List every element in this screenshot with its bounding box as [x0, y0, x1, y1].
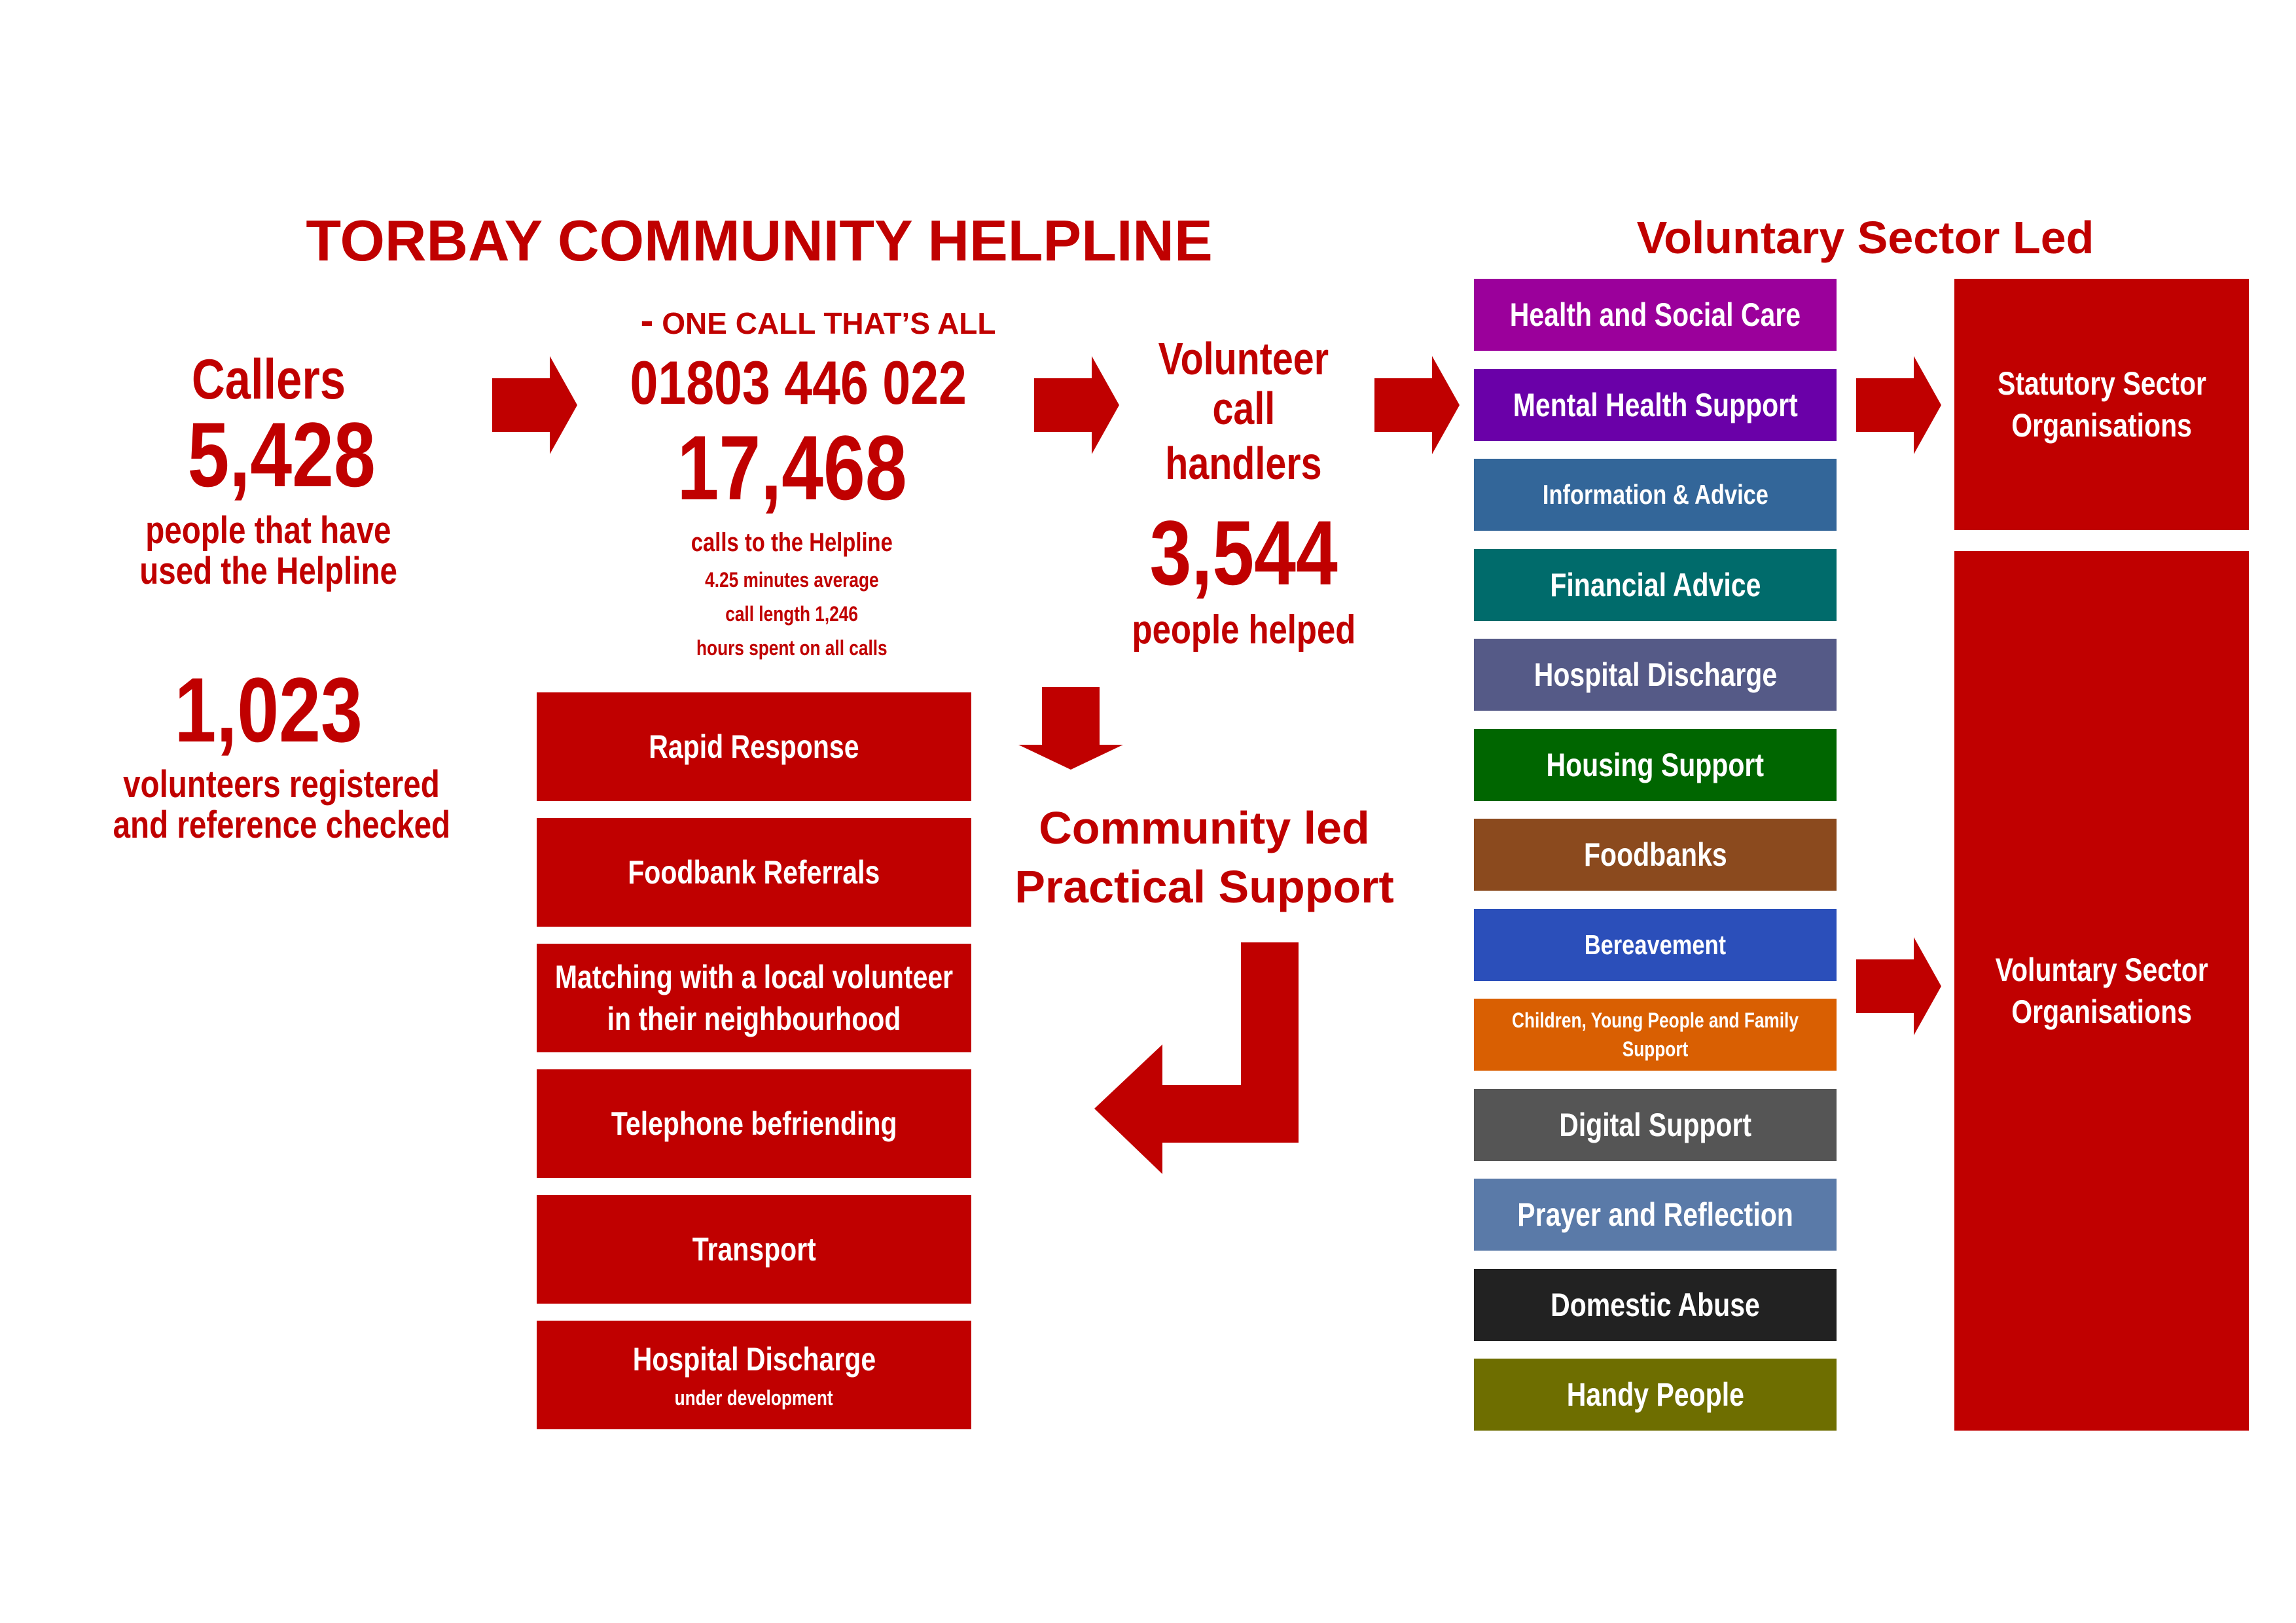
practical-item-transport: Transport — [537, 1195, 971, 1304]
service-domestic-abuse: Domestic Abuse — [1474, 1269, 1837, 1341]
arrow-to-voluntary — [1856, 937, 1941, 1035]
callers-description: people that have used the Helpline — [139, 509, 397, 592]
practical-item-hospital-discharge: Hospital Discharge under development — [537, 1321, 971, 1429]
service-mental-health-support: Mental Health Support — [1474, 369, 1837, 441]
callers-count: 5,428 — [187, 403, 376, 506]
handlers-description: people helped — [1132, 607, 1355, 652]
tagline — [615, 298, 1021, 342]
service-children-young-people-and-family-support: Children, Young People and Family Support — [1474, 999, 1837, 1071]
voluntary-heading: Voluntary Sector Led — [1636, 212, 2094, 263]
practical-item-matching-volunteer: Matching with a local volunteer in their neighbourhood — [537, 944, 971, 1052]
phone-number: 01803 446 022 — [630, 348, 967, 417]
handlers-label: Volunteer call handlers — [1158, 333, 1329, 489]
callers-label: Callers — [191, 348, 346, 411]
service-financial-advice: Financial Advice — [1474, 549, 1837, 621]
practical-item-telephone-befriending: Telephone befriending — [537, 1069, 971, 1178]
volunteers-count: 1,023 — [174, 658, 363, 761]
practical-item-foodbank-referrals: Foodbank Referrals — [537, 818, 971, 927]
arrow-handlers-to-services — [1374, 356, 1460, 454]
tagline-text: ONE CALL THAT’S ALL — [662, 306, 996, 340]
arrow-callers-to-phone — [492, 356, 577, 454]
tagline-dash: - — [640, 298, 654, 342]
arrow-bend-to-practical — [1094, 942, 1299, 1174]
arrow-down-to-community — [1018, 687, 1123, 770]
calls-line-1: calls to the Helpline — [691, 528, 893, 557]
arrow-to-statutory — [1856, 356, 1941, 454]
service-foodbanks: Foodbanks — [1474, 819, 1837, 891]
calls-count: 17,468 — [677, 416, 907, 519]
voluntary-organisations-box: Voluntary Sector Organisations — [1954, 551, 2249, 1431]
handlers-count: 3,544 — [1149, 501, 1338, 604]
page-title: TORBAY COMMUNITY HELPLINE — [306, 208, 1213, 273]
community-heading: Community led Practical Support — [1014, 802, 1394, 912]
statutory-organisations-box: Statutory Sector Organisations — [1954, 279, 2249, 530]
service-digital-support: Digital Support — [1474, 1089, 1837, 1161]
service-prayer-and-reflection: Prayer and Reflection — [1474, 1179, 1837, 1251]
service-housing-support: Housing Support — [1474, 729, 1837, 801]
service-health-and-social-care: Health and Social Care — [1474, 279, 1837, 351]
service-handy-people: Handy People — [1474, 1359, 1837, 1431]
service-hospital-discharge: Hospital Discharge — [1474, 639, 1837, 711]
service-information-advice: Information & Advice — [1474, 459, 1837, 531]
calls-details: 4.25 minutes average call length 1,246 hours spent on all calls — [696, 568, 888, 660]
volunteers-description: volunteers registered and reference checked — [113, 763, 450, 846]
practical-item-sub: under development — [674, 1385, 834, 1410]
arrow-phone-to-handlers — [1034, 356, 1119, 454]
service-bereavement: Bereavement — [1474, 909, 1837, 981]
practical-item-rapid-response: Rapid Response — [537, 692, 971, 801]
